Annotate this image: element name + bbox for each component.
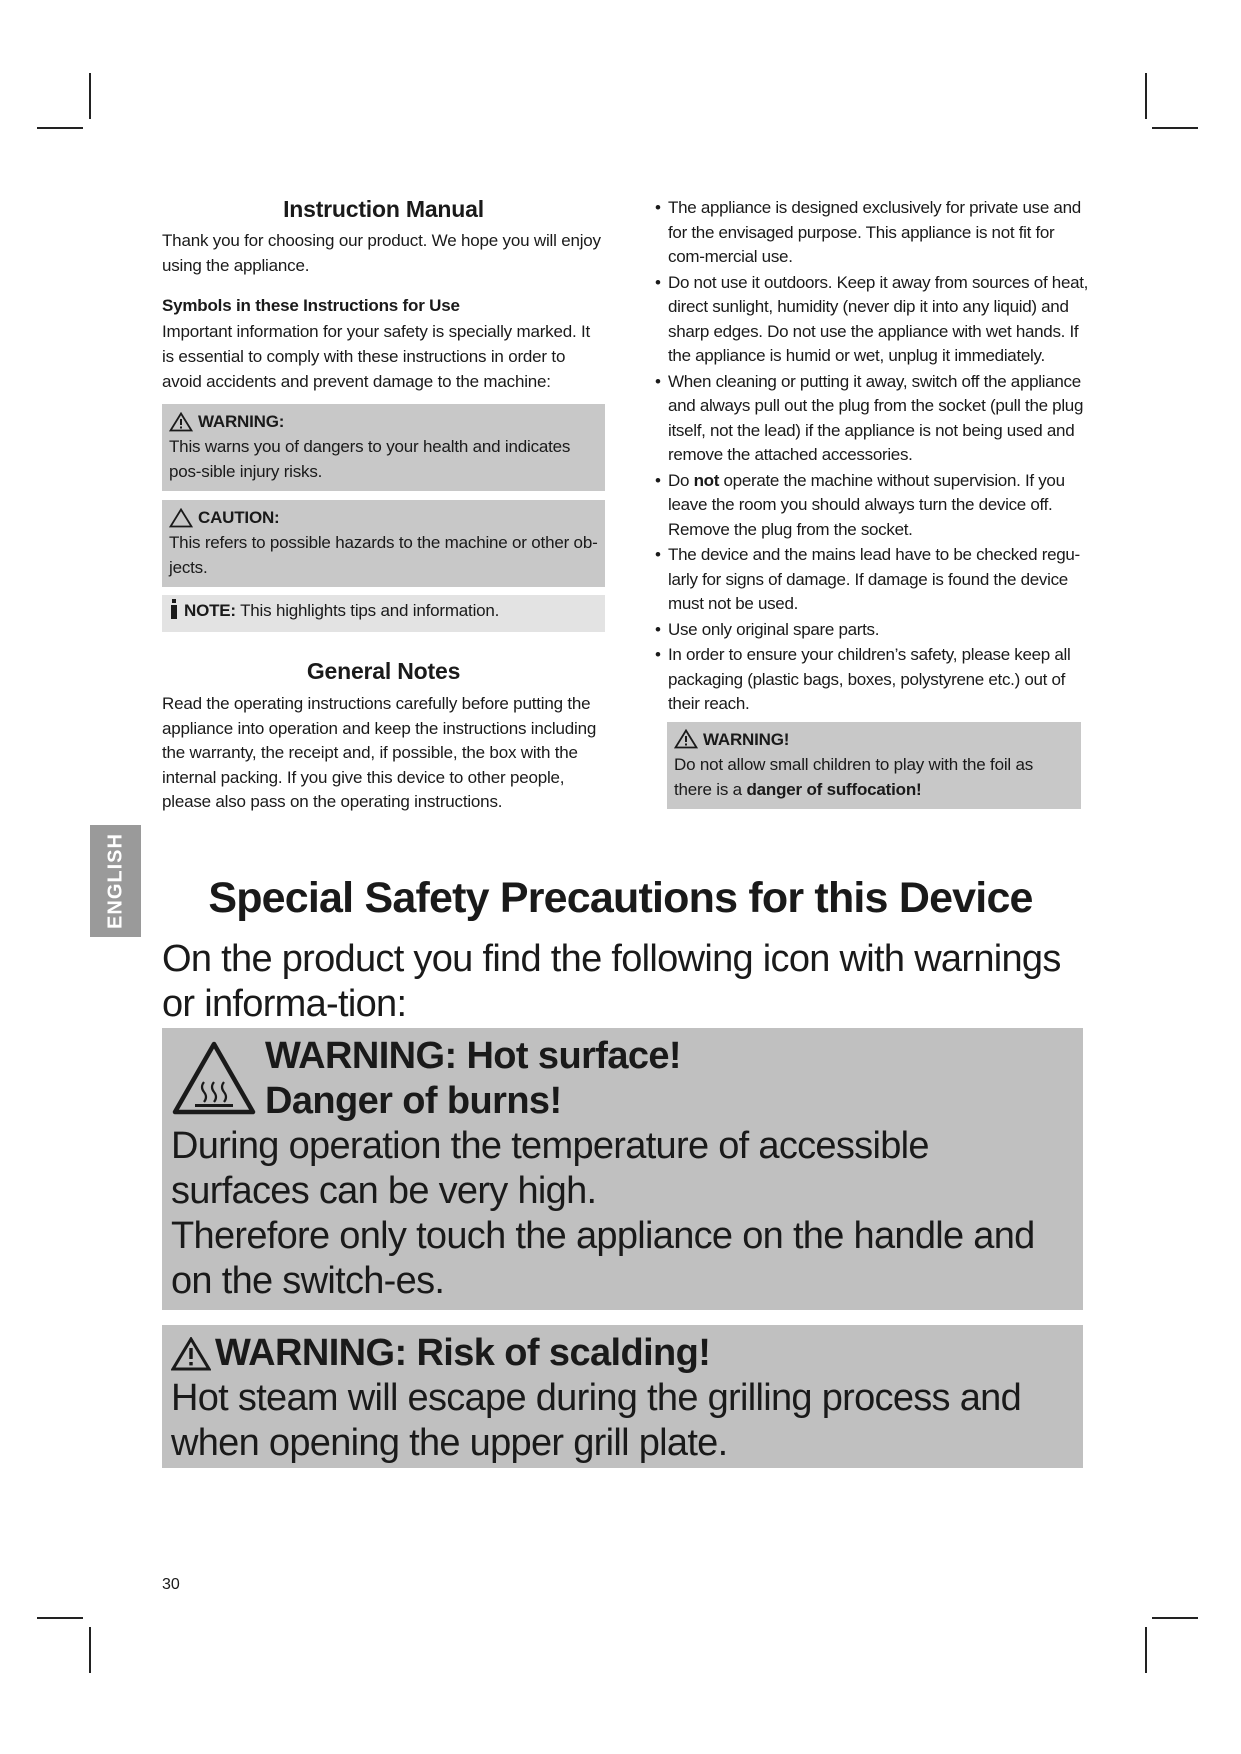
general-notes-title: General Notes xyxy=(306,658,461,684)
warning-triangle-icon xyxy=(171,1337,211,1371)
crop-mark xyxy=(37,127,83,129)
list-item: • Use only original spare parts. xyxy=(655,619,880,639)
warning-triangle-icon xyxy=(169,412,193,432)
caution-triangle-icon xyxy=(169,508,193,528)
hot-surface-icon xyxy=(171,1040,257,1116)
page-number: 30 xyxy=(162,1576,180,1593)
warning-text: This warns you of dangers to your health and indicates pos-sible injury risks. xyxy=(169,437,571,481)
caution-box xyxy=(162,500,605,587)
list-item: • The device and the mains lead have to be checked regu-larly for signs of damage. If damage is found the device must not be used. xyxy=(655,545,1080,613)
special-safety-intro: On the product you find the following icon with warnings or informa-tion: xyxy=(162,938,1061,1025)
scalding-text: Hot steam will escape during the grilling process and when opening the upper grill plate. xyxy=(171,1377,1022,1464)
crop-mark xyxy=(1152,1617,1198,1619)
list-item: • When cleaning or putting it away, switch off the appliance and always pull out the plug from the socket (pull the plug itself, not the lead) if the appliance is not being used and remove the attached accessories. xyxy=(655,371,1084,464)
warning-text: Do not allow small children to play with the foil as there is a danger of suffocation! xyxy=(674,754,1034,799)
hot-surface-heading: WARNING: Hot surface! xyxy=(265,1035,681,1077)
note-box xyxy=(162,595,605,632)
crop-mark xyxy=(89,1627,91,1673)
warning-triangle-icon xyxy=(674,729,698,749)
left-column xyxy=(162,196,605,815)
right-column xyxy=(638,196,1090,809)
crop-mark xyxy=(37,1617,83,1619)
children-warning-box xyxy=(667,722,1081,809)
crop-mark xyxy=(1152,127,1198,129)
crop-mark xyxy=(1145,1627,1147,1673)
info-icon xyxy=(169,598,179,627)
caution-label: CAUTION: xyxy=(198,508,280,527)
note-text: This highlights tips and information. xyxy=(240,601,500,620)
intro-text: Thank you for choosing our product. We hope you will enjoy using the appliance. xyxy=(162,231,601,275)
hot-surface-text: During operation the temperature of accessible surfaces can be very high. xyxy=(171,1125,929,1212)
hot-surface-warning-box xyxy=(162,1028,1083,1310)
crop-mark xyxy=(89,73,91,119)
scalding-heading: WARNING: Risk of scalding! xyxy=(215,1332,711,1374)
instruction-manual-title: Instruction Manual xyxy=(283,196,484,222)
list-item: • Do not use it outdoors. Keep it away from sources of heat, direct sunlight, humidity (never dip it into any liquid) and sharp edges. Do not use the appliance with wet hands. If the appliance is humid or wet, unplug it immediately. xyxy=(655,272,1089,365)
scalding-warning-box xyxy=(162,1325,1083,1468)
general-notes-text: Read the operating instructions carefully before putting the appliance into operation and keep the instructions including the warranty, the receipt and, if possible, the box with the internal packing. If you give this device to other people, please also pass on the operating instructions. xyxy=(162,694,597,811)
safety-bullet-list xyxy=(638,196,1090,717)
warning-label: WARNING! xyxy=(703,729,790,749)
hot-surface-handle-text: Therefore only touch the appliance on the handle and on the switch-es. xyxy=(171,1215,1035,1302)
warning-label: WARNING: xyxy=(198,412,285,431)
caution-text: This refers to possible hazards to the machine or other ob-jects. xyxy=(169,533,598,577)
crop-mark xyxy=(1145,73,1147,119)
list-item: • In order to ensure your children’s safety, please keep all packaging (plastic bags, boxes, polystyrene etc.) out of their reach. xyxy=(655,645,1071,713)
warning-box xyxy=(162,404,605,491)
symbols-heading: Symbols in these Instructions for Use xyxy=(162,296,460,315)
note-label: NOTE: xyxy=(184,601,236,620)
language-label: ENGLISH xyxy=(104,833,126,929)
list-item: • The appliance is designed exclusively for private use and for the envisaged purpose. This appliance is not fit for com-mercial use. xyxy=(655,198,1081,266)
special-safety-title: Special Safety Precautions for this Device xyxy=(208,874,1033,922)
burn-danger-heading: Danger of burns! xyxy=(265,1080,562,1122)
symbols-text: Important information for your safety is specially marked. It is essential to comply with these instructions in order to avoid accidents and prevent damage to the machine: xyxy=(162,322,591,391)
list-item: • Do not operate the machine without supervision. If you leave the room you should always turn the device off. Remove the plug from the socket. xyxy=(655,470,1065,539)
